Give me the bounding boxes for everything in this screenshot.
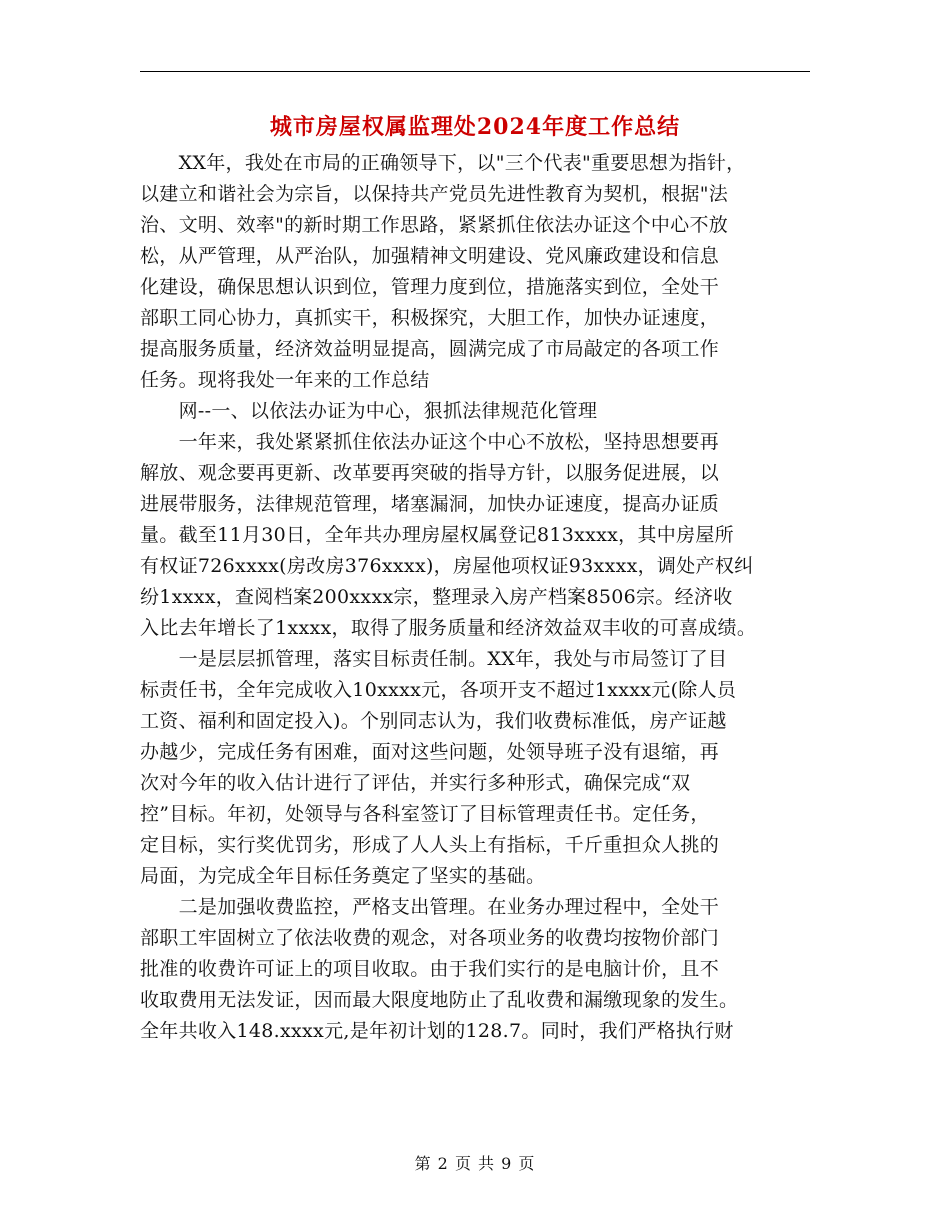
text-line: 入比去年增长了1xxxx，取得了服务质量和经济效益双丰收的可喜成绩。 [140, 617, 757, 639]
text-line: 治、文明、效率"的新时期工作思路，紧紧抓住依法办证这个中心不放 [140, 214, 729, 236]
document-body [140, 148, 820, 1047]
page-footer: 第 2 页 共 9 页 [414, 1154, 536, 1173]
text-line: 全年共收入148.xxxx元,是年初计划的128.7。同时，我们严格执行财 [140, 1020, 734, 1042]
text-line: 批准的收费许可证上的项目收取。由于我们实行的是电脑计价，且不 [140, 958, 720, 980]
document-title: 城市房屋权属监理处2024年度工作总结 [269, 114, 681, 140]
text-line: 部职工同心协力，真抓实干，积极探究，大胆工作，加快办证速度， [140, 307, 720, 329]
text-line: 纷1xxxx，查阅档案200xxxx宗，整理录入房产档案8506宗。经济收 [140, 586, 733, 608]
text-line: 化建设，确保思想认识到位，管理力度到位，措施落实到位，全处干 [140, 276, 720, 298]
header-rule [140, 71, 810, 72]
text-line: 次对今年的收入估计进行了评估，并实行多种形式，确保完成“双 [140, 772, 691, 794]
text-line: 办越少，完成任务有困难，面对这些问题，处领导班子没有退缩，再 [140, 741, 720, 763]
text-line: 局面，为完成全年目标任务奠定了坚实的基础。 [140, 865, 546, 887]
text-line: 任务。现将我处一年来的工作总结 [140, 369, 430, 391]
text-line: 标责任书，全年完成收入10xxxx元，各项开支不超过1xxxx元(除人员 [140, 679, 737, 701]
text-line: 定目标，实行奖优罚劣，形成了人人头上有指标，千斤重担众人挑的 [140, 834, 720, 856]
text-line: 解放、观念要再更新、改革要再突破的指导方针，以服务促进展，以 [140, 462, 720, 484]
text-line: 工资、福利和固定投入)。个别同志认为，我们收费标准低，房产证越 [140, 710, 727, 732]
section-heading: 网--一、以依法办证为中心，狠抓法律规范化管理 [140, 400, 598, 422]
text-line: 以建立和谐社会为宗旨，以保持共产党员先进性教育为契机，根据"法 [140, 183, 729, 205]
text-line: 一是层层抓管理，落实目标责任制。XX年，我处与市局签订了目 [140, 648, 728, 670]
text-line: XX年，我处在市局的正确领导下，以"三个代表"重要思想为指针， [140, 152, 746, 174]
text-line: 松，从严管理，从严治队，加强精神文明建设、党风廉政建设和信息 [140, 245, 720, 267]
text-line: 进展带服务，法律规范管理，堵塞漏洞，加快办证速度，提高办证质 [140, 493, 720, 515]
text-line: 一年来，我处紧紧抓住依法办证这个中心不放松，坚持思想要再 [140, 431, 720, 453]
text-line: 控”目标。年初，处领导与各科室签订了目标管理责任书。定任务， [140, 803, 710, 825]
text-line: 有权证726xxxx(房改房376xxxx)，房屋他项权证93xxxx，调处产权纠 [140, 555, 754, 577]
text-line: 部职工牢固树立了依法收费的观念，对各项业务的收费均按物价部门 [140, 927, 720, 949]
text-line: 量。截至11月30日，全年共办理房屋权属登记813xxxx，其中房屋所 [140, 524, 734, 546]
text-line: 提高服务质量，经济效益明显提高，圆满完成了市局敲定的各项工作 [140, 338, 720, 360]
text-line: 收取费用无法发证，因而最大限度地防止了乱收费和漏缴现象的发生。 [140, 989, 739, 1011]
text-line: 二是加强收费监控，严格支出管理。在业务办理过程中，全处干 [140, 896, 720, 918]
